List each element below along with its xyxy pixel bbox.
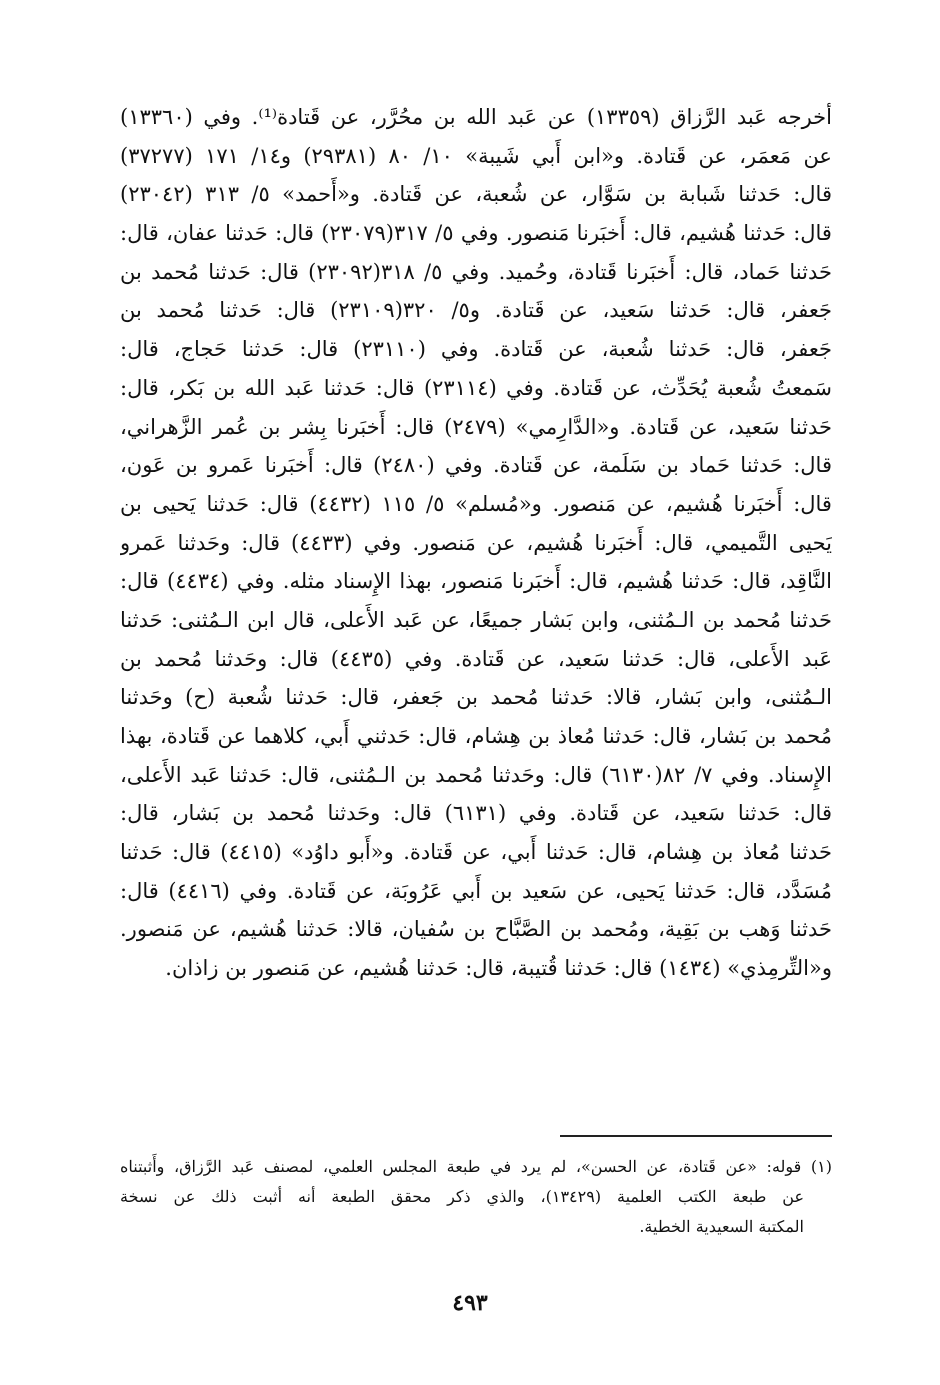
text-line: سَمعتُ شُعبة يُحَدِّث، عن قَتادة. وفي (٢٣١١٤) قال: حَدثنا عَبد الله بن بَكر، قال: — [120, 375, 832, 400]
text-line: قال: حَدثنا حَماد بن سَلَمة، عن قَتادة. وفي (٢٤٨٠) قال: أَخبَرنا عَمرو بن عَون، — [120, 453, 832, 478]
text-line: مُحمد بن بَشار، قال: حَدثنا مُعاذ بن هِشام، قال: حَدثني أَبي، كلاهما عن قَتادة، بهذا — [120, 724, 832, 748]
text-line: يَحيى التَّميمي، قال: أَخبَرنا هُشيم، عن مَنصور. وفي (٤٤٣٣) قال: وحَدثنا عَمرو — [120, 530, 832, 555]
footnote-line: عن طبعة الكتب العلمية (١٣٤٢٩)، والذي ذكر محقق الطبعة أنه أثبت ذلك عن نسخة — [120, 1187, 805, 1206]
text-line: قال: أَخبَرنا هُشيم، عن مَنصور. و«مُسلم» ٥/ ١١٥ (٤٤٣٢) قال: حَدثنا يَحيى بن — [120, 491, 832, 516]
text-line: عن مَعمَر، عن قَتادة. و«ابن أَبي شَيبة» ١٠/ ٨٠ (٢٩٣٨١) و١٤/ ١٧١ (٣٧٢٧٧) — [120, 143, 832, 168]
text-line: قال: حَدثنا هُشيم، قال: أَخبَرنا مَنصور. وفي ٥/ ٣١٧(٢٣٠٧٩) قال: حَدثنا عفان، قال: — [120, 221, 832, 246]
footnote-line: (١) قوله: «عن قَتادة، عن الحسن»، لم يرد في طبعة المجلس العلمي، لمصنف عَبد الرَّزاق، وأَثبتناه — [120, 1157, 832, 1176]
text-line: قال: حَدثنا سَعيد، عن قَتادة. وفي (٦١٣١) قال: وحَدثنا مُحمد بن بَشار، قال: — [120, 801, 832, 826]
text-line: أخرجه عَبد الرَّزاق (١٣٣٥٩) عن عَبد الله بن محُرَّر، عن قَتادة⁽¹⁾. وفي (١٣٣٦٠) — [120, 105, 832, 129]
footnote-separator — [560, 1135, 832, 1137]
text-line: حَدثنا حَماد، قال: أَخبَرنا قَتادة، وحُميد. وفي ٥/ ٣١٨(٢٣٠٩٢) قال: حَدثنا مُحمد بن — [120, 259, 832, 284]
text-line: الـمُثنى، وابن بَشار، قالا: حَدثنا مُحمد بن جَعفر، قال: حَدثنا شُعبة (ح) وحَدثنا — [120, 685, 832, 710]
page-number: ٤٩٣ — [452, 1290, 488, 1316]
text-line: حَدثنا وَهب بن بَقِية، ومُحمد بن الصَّبَّاح بن سُفيان، قالا: حَدثنا هُشيم، عن مَنصور. — [120, 917, 832, 942]
text-line: الإِسناد. وفي ٧/ ٨٢(٦١٣٠) قال: وحَدثنا مُحمد بن الـمُثنى، قال: حَدثنا عَبد الأَعلى، — [120, 762, 832, 787]
footnote-line: المكتبة السعيدية الخطية. — [639, 1217, 804, 1236]
main-text-block — [120, 98, 832, 988]
text-line: عَبد الأَعلى، قال: حَدثنا سَعيد، عن قَتادة. وفي (٤٤٣٥) قال: وحَدثنا مُحمد بن — [120, 646, 832, 671]
text-line: جَعفر، قال: حَدثنا شُعبة، عن قَتادة. وفي (٢٣١١٠) قال: حَدثنا حَجاج، قال: — [120, 337, 832, 362]
text-line: حَدثنا سَعيد، عن قَتادة. و«الدَّارِمي» (٢٤٧٩) قال: أَخبَرنا بِشر بن عُمر الزَّهراني، — [120, 414, 832, 439]
text-line: و«التِّرمِذي» (١٤٣٤) قال: حَدثنا قُتيبة، قال: حَدثنا هُشيم، عن مَنصور بن زاذان. — [165, 956, 832, 981]
text-line: مُسَدَّد، قال: حَدثنا يَحيى، عن سَعيد بن أَبي عَرُوبَة، عن قَتادة. وفي (٤٤١٦) قال: — [120, 878, 832, 903]
text-line: حَدثنا مُعاذ بن هِشام، قال: حَدثنا أَبي، عن قَتادة. و«أَبو داوُد» (٤٤١٥) قال: حَدثنا — [120, 840, 832, 865]
footnote-block — [120, 1152, 832, 1242]
text-line: النَّاقِد، قال: حَدثنا هُشيم، قال: أَخبَرنا مَنصور، بهذا الإِسناد مثله. وفي (٤٤٣٤) قال: — [120, 569, 832, 594]
text-line: قال: حَدثنا شَبابة بن سَوَّار، عن شُعبة، عن قَتادة. و«أَحمد» ٥/ ٣١٣ (٢٣٠٤٢) — [120, 182, 832, 207]
text-line: جَعفر، قال: حَدثنا سَعيد، عن قَتادة. و٥/ ٣٢٠(٢٣١٠٩) قال: حَدثنا مُحمد بن — [120, 298, 832, 323]
text-line: حَدثنا مُحمد بن الـمُثنى، وابن بَشار جميعًا، عن عَبد الأَعلى، قال ابن الـمُثنى: حَدثنا — [120, 607, 832, 632]
